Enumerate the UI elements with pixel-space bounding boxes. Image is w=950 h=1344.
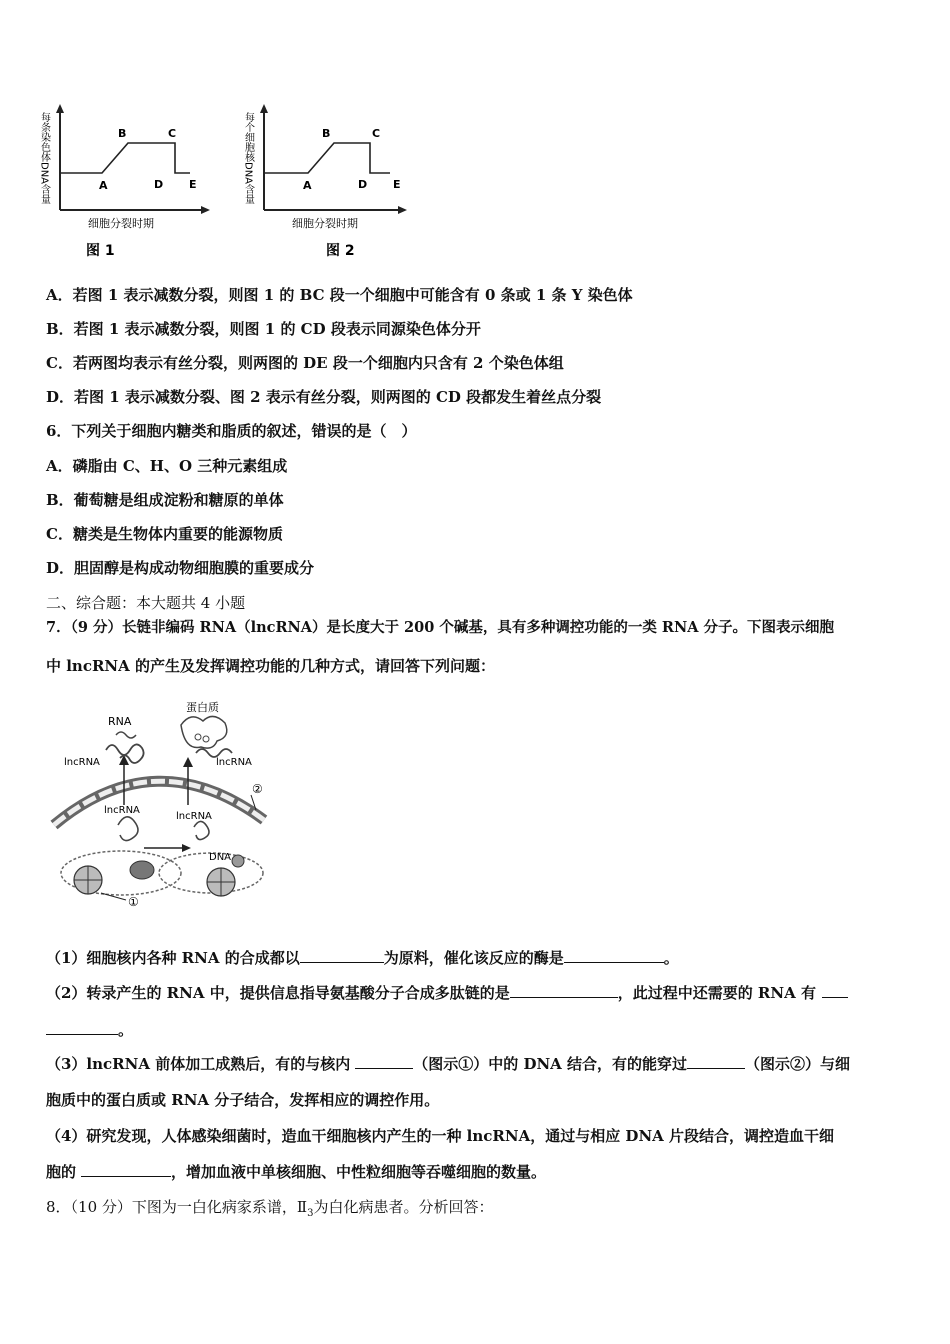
q7-part1-blank-2[interactable] [564,948,664,963]
lncrna-diagram [46,695,276,920]
q7-part3-text-b: （图示①）中的 DNA 结合，有的能穿过 [413,1055,688,1073]
fig2-point-d: D [358,178,368,191]
fig2-ylabel: 每个细胞核DNA含量 [242,112,254,205]
q7-stem-line2: 中 lncRNA 的产生及发挥调控功能的几种方式，请回答下列问题： [46,657,495,675]
fig1-point-e: E [189,178,197,191]
q7-part2 [46,983,848,1003]
q7-part3-text-a: （3）lncRNA 前体加工成熟后，有的与核内 [46,1055,351,1073]
q8-stem-a: 8．（10 分）下图为一白化病家系谱，Ⅱ [46,1198,308,1216]
q7-part2-blank-1[interactable] [510,983,618,998]
fig2-point-b: B [322,127,331,140]
fig2-point-c: C [372,127,381,140]
q7-part4-line2 [46,1162,546,1182]
q5-option-d: D．若图 1 表示减数分裂、图 2 表示有丝分裂，则两图的 CD 段都发生着丝点分裂 [46,388,602,406]
q7-part2-blank-2b[interactable] [46,1020,118,1035]
q7-stem-line1: 7．（9 分）长链非编码 RNA（lncRNA）是长度大于 200 个碱基，具有多种调控功能的一类 RNA 分子。下图表示细胞 [46,619,835,636]
q7-part2-blank-2a[interactable] [822,983,848,998]
diagram-label-lnc-inner-left: lncRNA [104,805,140,816]
fig1-caption: 图 1 [86,243,115,259]
q7-part4-text-c: ，增加血液中单核细胞、中性粒细胞等吞噬细胞的数量。 [171,1163,547,1181]
diagram-label-lnc-left-top: lncRNA [64,757,100,768]
fig1-ylabel: 每条染色体DNA含量 [38,112,50,205]
section-heading: 二、综合题：本大题共 4 小题 [46,594,246,612]
diagram-mark-2: ② [252,782,263,796]
q6-stem: 6．下列关于细胞内糖类和脂质的叙述，错误的是（ ） [46,422,417,440]
diagram-label-lnc-right-top: lncRNA [216,757,252,768]
q5-option-b: B．若图 1 表示减数分裂，则图 1 的 CD 段表示同源染色体分开 [46,320,481,338]
q7-part4-text-b: 胞的 [46,1163,77,1181]
q7-part3-blank-1[interactable] [355,1054,413,1069]
fig1-point-a: A [99,179,108,192]
q6-option-b: B．葡萄糖是组成淀粉和糖原的单体 [46,491,284,509]
q7-part4-line1: （4）研究发现，人体感染细菌时，造血干细胞核内产生的一种 lncRNA，通过与相应 DNA 片段结合，调控造血干细 [46,1127,835,1145]
q6-option-a: A．磷脂由 C、H、O 三种元素组成 [46,457,288,475]
diagram-label-lnc-inner-right: lncRNA [176,811,212,822]
fig1-point-b: B [118,127,127,140]
q7-part2-text-b: ，此过程中还需要的 RNA 有 [617,984,816,1002]
figure-2-graph [244,100,419,265]
q7-part2-cont [46,1020,133,1040]
q6-option-c: C．糖类是生物体内重要的能源物质 [46,525,283,543]
fig1-point-d: D [154,178,164,191]
q7-part4-blank[interactable] [81,1162,171,1177]
q7-part3-blank-2[interactable] [687,1054,745,1069]
figure-1-graph [40,100,215,265]
q6-option-d: D．胆固醇是构成动物细胞膜的重要成分 [46,559,315,577]
q8-stem [46,1197,494,1224]
fig2-point-a: A [303,179,312,192]
q8-stem-b: 为白化病患者。分析回答： [313,1198,494,1216]
q7-part1 [46,948,679,968]
q7-part1-text-b: 为原料，催化该反应的酶是 [383,949,564,967]
q7-part3 [46,1054,850,1074]
q7-part3-cont: 胞质中的蛋白质或 RNA 分子结合，发挥相应的调控作用。 [46,1091,440,1109]
q7-part1-text-a: （1）细胞核内各种 RNA 的合成都以 [46,949,300,967]
q7-part3-text-c: （图示②）与细 [745,1055,851,1073]
diagram-mark-1: ① [128,895,139,909]
diagram-label-rna: RNA [108,715,132,728]
q5-option-c: C．若两图均表示有丝分裂，则两图的 DE 段一个细胞内只含有 2 个染色体组 [46,354,564,372]
q7-part1-text-c: 。 [663,949,679,967]
fig2-xlabel: 细胞分裂时期 [292,217,358,230]
q7-part2-text-c: 。 [118,1021,134,1039]
diagram-label-dna: DNA [209,852,232,863]
fig1-point-c: C [168,127,177,140]
fig2-point-e: E [393,178,401,191]
fig2-caption: 图 2 [326,243,355,259]
q7-part2-text-a: （2）转录产生的 RNA 中，提供信息指导氨基酸分子合成多肽链的是 [46,984,510,1002]
q8-stem-sub: 3 [307,1208,314,1219]
q5-option-a: A．若图 1 表示减数分裂，则图 1 的 BC 段一个细胞中可能含有 0 条或 1 条 Y 染色体 [46,286,633,304]
q7-part1-blank-1[interactable] [300,948,384,963]
fig1-xlabel: 细胞分裂时期 [88,217,154,230]
diagram-label-protein: 蛋白质 [186,701,219,714]
